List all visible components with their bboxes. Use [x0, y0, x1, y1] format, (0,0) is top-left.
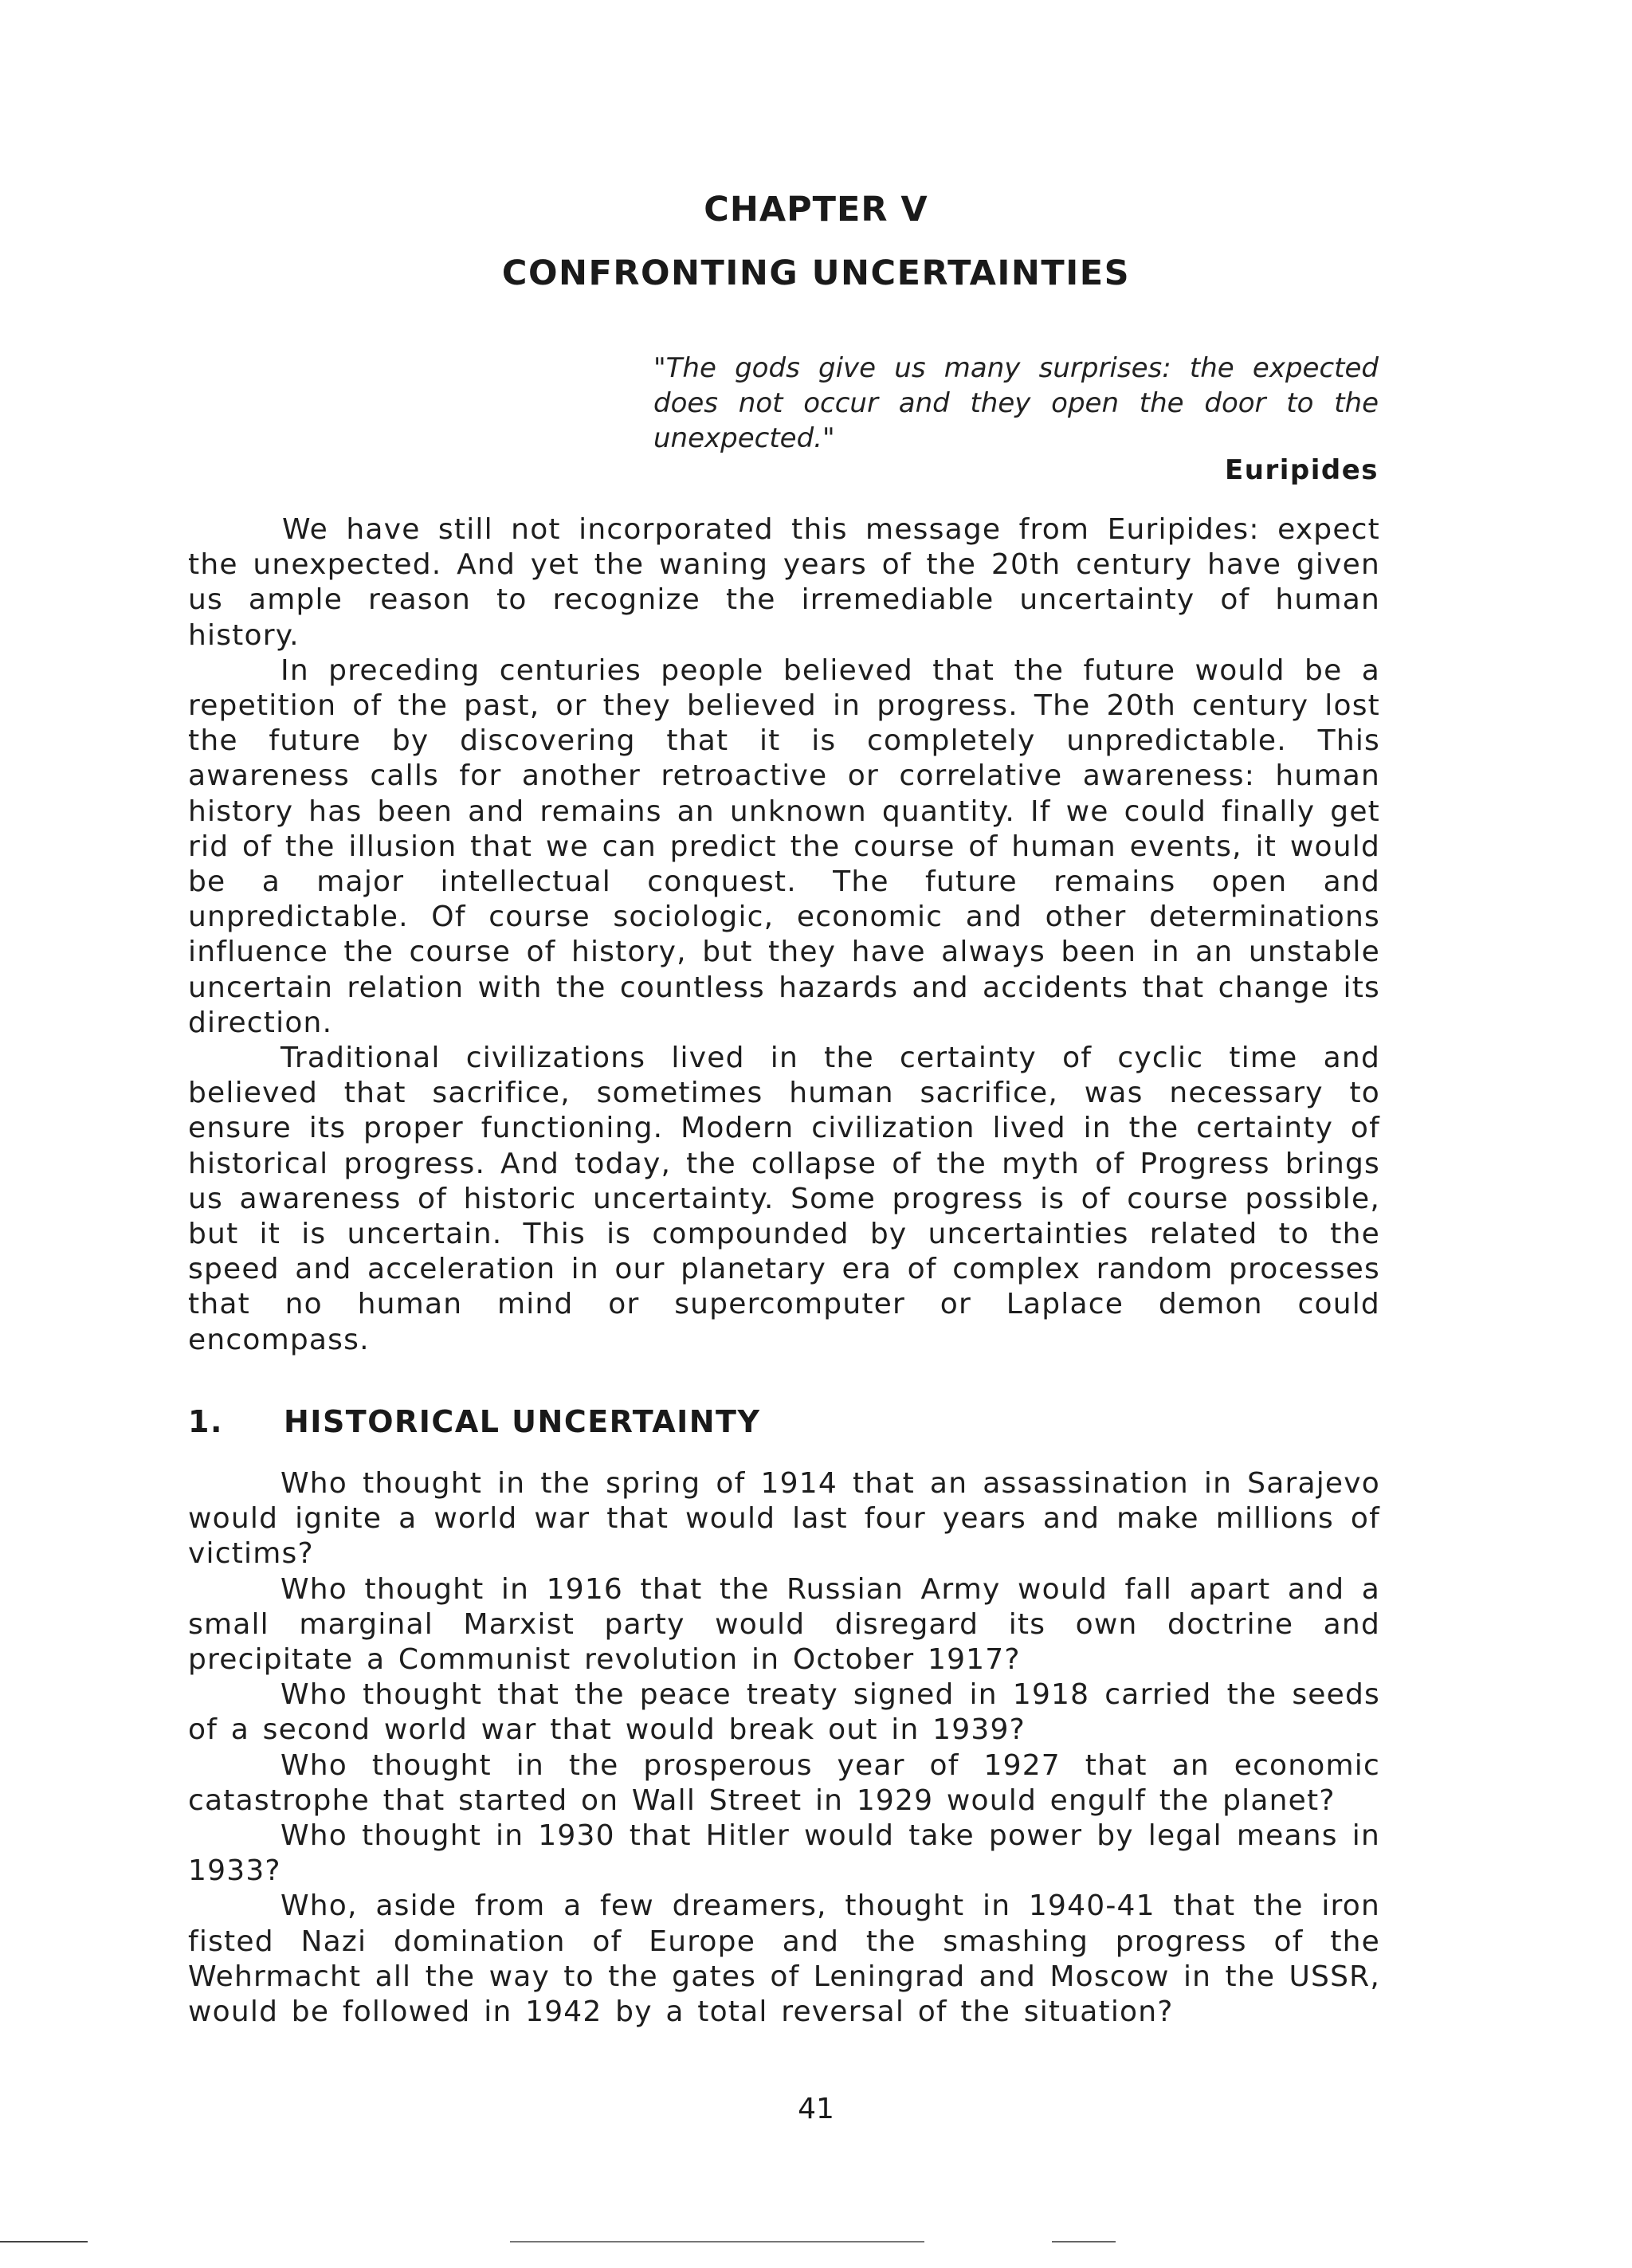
paragraph: Who thought that the peace treaty signed in 1918 carried the seeds of a second world war that would break out in 1939?	[188, 1678, 1380, 1747]
scan-artifact-line	[510, 2241, 924, 2242]
paragraph: In preceding centuries people believed that the future would be a repetition of the past, or they believed in progress. The 20th century lost the future by discovering that it is completely unpredictable. This awareness calls for another retroactive or correlative awareness: human history has been and remains an unknown quantity. If we could finally get rid of the illusion that we can predict the course of human events, it would be a major intellectual conquest. The future remains open and unpredictable. Of course sociologic, economic and other determinations influence the course of history, but they have always been in an unstable uncertain relation with the countless hazards and accidents that change its direction.	[188, 653, 1380, 1039]
paragraph: Who thought in the spring of 1914 that an assassination in Sarajevo would ignite a world war that would last four years and make millions of victims?	[188, 1467, 1380, 1571]
scan-artifact-line	[0, 2241, 88, 2242]
paragraph: Who thought in 1916 that the Russian Army would fall apart and a small marginal Marxist party would disregard its own doctrine and precipitate a Communist revolution in October 1917?	[188, 1572, 1380, 1677]
epigraph-quote: "The gods give us many surprises: the expected does not occur and they open the door to the unexpected."	[653, 352, 1379, 454]
section-title: HISTORICAL UNCERTAINTY	[284, 1404, 761, 1439]
chapter-number: CHAPTER V	[704, 190, 928, 230]
epigraph-author: Euripides	[1225, 454, 1379, 486]
section-heading	[188, 1404, 761, 1439]
scan-artifact-line	[1052, 2241, 1116, 2242]
page-number: 41	[798, 2093, 834, 2125]
section-number: 1.	[188, 1404, 223, 1439]
paragraph: We have still not incorporated this message from Euripides: expect the unexpected. And yet the waning years of the 20th century have given us ample reason to recognize the irremediable uncertainty of human history.	[188, 513, 1380, 652]
paragraph: Who thought in the prosperous year of 1927 that an economic catastrophe that started on Wall Street in 1929 would engulf the planet?	[188, 1748, 1380, 1817]
section-text	[188, 1466, 1380, 2030]
paragraph: Who, aside from a few dreamers, thought in 1940-41 that the iron fisted Nazi domination of Europe and the smashing progress of the Wehrmacht all the way to the gates of Leningrad and Moscow in the USSR, would be followed in 1942 by a total reversal of the situation?	[188, 1889, 1380, 2029]
intro-text	[188, 512, 1380, 1358]
paragraph: Traditional civilizations lived in the certainty of cyclic time and believed that sacrifice, sometimes human sacrifice, was necessary to ensure its proper functioning. Modern civilization lived in the certainty of historical progress. And today, the collapse of the myth of Progress brings us awareness of historic uncertainty. Some progress is of course possible, but it is uncertain. This is compounded by uncertainties related to the speed and acceleration in our planetary era of complex random processes that no human mind or supercomputer or Laplace demon could encompass.	[188, 1042, 1380, 1356]
paragraph: Who thought in 1930 that Hitler would take power by legal means in 1933?	[188, 1819, 1380, 1888]
chapter-title: CONFRONTING UNCERTAINTIES	[501, 253, 1131, 293]
